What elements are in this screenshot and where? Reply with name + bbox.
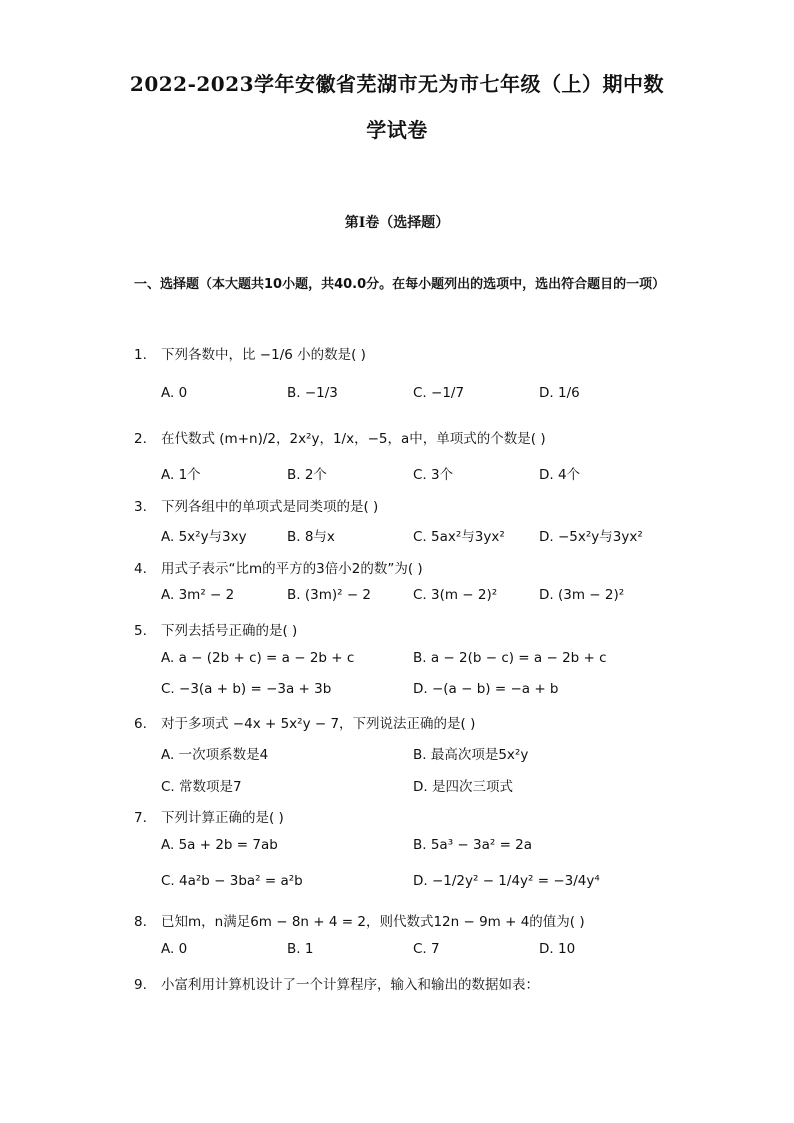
question-number: 7. [134,810,147,826]
option-d: D. −1/2y² − 1/4y² = −3/4y⁴ [413,873,600,889]
question-text: 下列各组中的单项式是同类项的是( ) [161,499,379,515]
option-d: D. 4个 [539,467,581,483]
option-a: A. 1个 [161,467,201,483]
option-c: C. 3(m − 2)² [413,587,498,603]
option-a: A. 5x²y与3xy [161,529,247,545]
option-b: B. −1/3 [287,385,338,401]
option-d: D. 10 [539,941,576,957]
option-d: D. (3m − 2)² [539,587,625,603]
question-4 [134,557,423,577]
question-number: 1. [134,347,147,363]
option-c: C. 常数项是7 [161,779,242,795]
option-a: A. 3m² − 2 [161,587,235,603]
question-6 [134,712,475,732]
option-c: C. 3个 [413,467,454,483]
question-2 [134,427,546,447]
question-number: 2. [134,431,147,447]
volume-heading: 第I卷（选择题） [344,215,450,231]
option-c: C. −1/7 [413,385,465,401]
question-7 [134,806,284,826]
option-d: D. 1/6 [539,385,580,401]
question-text: 在代数式 (m+n)/2，2x²y，1/x，−5，a中，单项式的个数是( ) [161,431,546,447]
question-3 [134,495,378,515]
question-text: 用式子表示“比m的平方的3倍小2的数”为( ) [161,561,423,577]
question-8 [134,910,585,930]
question-1 [134,343,366,363]
question-9 [134,973,539,993]
question-number: 5. [134,623,147,639]
option-a: A. 0 [161,941,188,957]
question-text: 小富利用计算机设计了一个计算程序，输入和输出的数据如表： [161,977,539,993]
option-a: A. 0 [161,385,188,401]
option-d: D. 是四次三项式 [413,779,513,795]
option-b: B. 最高次项是5x²y [413,747,529,763]
question-number: 6. [134,716,147,732]
title-line-1: 2022-2023学年安徽省芜湖市无为市七年级（上）期中数 [129,72,665,96]
question-number: 3. [134,499,147,515]
option-b: B. 8与x [287,529,335,545]
option-a: A. 5a + 2b = 7ab [161,837,278,853]
option-d: D. −5x²y与3yx² [539,529,643,545]
option-b: B. 2个 [287,467,327,483]
section-heading: 一、选择题（本大题共10小题，共40.0分。在每小题列出的选项中，选出符合题目的一项） [134,277,666,292]
option-c: C. 5ax²与3yx² [413,529,505,545]
question-text: 下列各数中，比 −1/6 小的数是( ) [161,347,366,363]
option-d: D. −(a − b) = −a + b [413,681,559,697]
question-number: 4. [134,561,147,577]
option-b: B. 5a³ − 3a² = 2a [413,837,533,853]
option-a: A. 一次项系数是4 [161,747,269,763]
question-text: 下列去括号正确的是( ) [161,623,298,639]
option-b: B. a − 2(b − c) = a − 2b + c [413,650,607,666]
option-a: A. a − (2b + c) = a − 2b + c [161,650,355,666]
option-b: B. 1 [287,941,314,957]
title-line-2: 学试卷 [366,118,428,142]
question-number: 9. [134,977,147,993]
question-number: 8. [134,914,147,930]
option-c: C. 4a²b − 3ba² = a²b [161,873,303,889]
question-text: 对于多项式 −4x + 5x²y − 7，下列说法正确的是( ) [161,716,476,732]
question-5 [134,619,297,639]
option-c: C. −3(a + b) = −3a + 3b [161,681,332,697]
question-text: 已知m，n满足6m − 8n + 4 = 2，则代数式12n − 9m + 4的值为( ) [161,914,585,930]
option-b: B. (3m)² − 2 [287,587,372,603]
option-c: C. 7 [413,941,440,957]
question-text: 下列计算正确的是( ) [161,810,284,826]
